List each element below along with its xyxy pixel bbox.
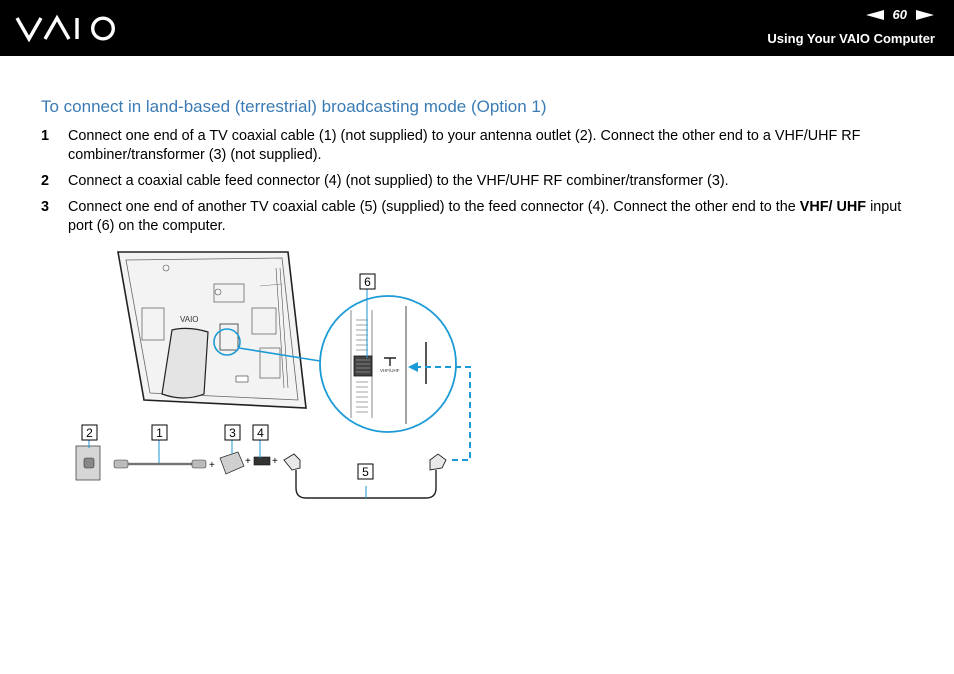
feed-connector — [254, 457, 270, 465]
callout-6 — [360, 274, 375, 289]
callout-2 — [82, 425, 97, 440]
svg-text:3: 3 — [229, 426, 236, 440]
step-text-before: Connect one end of another TV coaxial cable (5) (supplied) to the feed connector (4). Connect the other end to the — [68, 199, 800, 215]
callout-1 — [152, 425, 167, 440]
vhf-uhf-port-name: VHF/ UHF — [799, 199, 867, 215]
next-page-button[interactable] — [916, 10, 934, 20]
magnified-port-view — [320, 296, 456, 432]
step-item — [41, 172, 921, 191]
step-number: 3 — [41, 199, 50, 215]
svg-text:5: 5 — [362, 465, 369, 479]
page-header — [0, 0, 954, 56]
vaio-logo — [14, 14, 122, 47]
monitor-logo: VAIO — [180, 315, 199, 324]
svg-text:1: 1 — [156, 426, 163, 440]
antenna-outlet — [76, 446, 100, 480]
step-text-after: input port (6) on the computer. — [68, 199, 902, 234]
step-text: Connect a coaxial cable feed connector (4) (not supplied) to the VHF/UHF RF combiner/transformer (3). — [68, 173, 729, 189]
page-number: 60 — [892, 7, 907, 22]
computer-rear-illustration — [118, 252, 306, 408]
connection-diagram — [70, 248, 490, 513]
port-label: VHF/UHF — [380, 368, 400, 373]
pager — [866, 7, 934, 22]
callout-4 — [253, 425, 268, 440]
callout-3 — [225, 425, 240, 440]
page-heading: To connect in land-based (terrestrial) broadcasting mode (Option 1) — [41, 97, 547, 116]
svg-text:+: + — [245, 456, 251, 467]
rf-combiner — [220, 452, 244, 474]
svg-text:+: + — [272, 456, 278, 467]
steps-list — [41, 127, 921, 243]
step-number: 2 — [41, 173, 50, 189]
step-text: Connect one end of a TV coaxial cable (1) (not supplied) to your antenna outlet (2). Connect the other end to a VHF/UHF RF combiner/transformer (3) (not supplied). — [68, 128, 861, 163]
step-item — [41, 198, 921, 236]
step-number: 1 — [41, 128, 50, 144]
coax-cable-1 — [114, 460, 206, 468]
step-text — [68, 198, 921, 236]
svg-text:6: 6 — [364, 275, 371, 289]
section-title: Using Your VAIO Computer — [767, 31, 935, 46]
svg-text:+: + — [209, 460, 215, 471]
step-item — [41, 127, 921, 165]
svg-text:2: 2 — [86, 426, 93, 440]
triangle-left-icon — [866, 10, 884, 20]
triangle-right-icon — [916, 10, 934, 20]
prev-page-button[interactable] — [866, 10, 884, 20]
callout-5 — [358, 464, 373, 479]
svg-text:4: 4 — [257, 426, 264, 440]
